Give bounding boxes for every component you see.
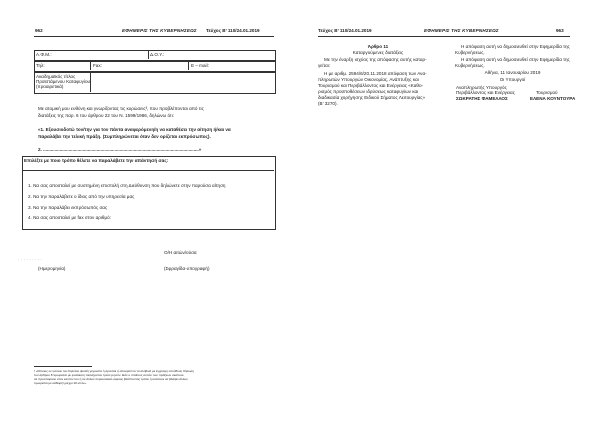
reply-choice-prompt: Επιλέξτε με ποιο τρόπο θέλετε να παραλάβετε την απάντησή σας: <box>24 158 169 163</box>
reply-option-2: 2. Να την παραλάβετε ο ίδιος από την υπηρεσία μας <box>28 194 135 199</box>
article-body-3: Τουρισμού και Περιβάλλοντος και Ενέργειας «Καθο- <box>318 83 424 88</box>
title-label-3: (προαιρετικά) <box>36 84 64 89</box>
email-label: E – mail: <box>191 63 209 68</box>
footnote-line-3: να προσπορίσει στον εαυτόν του ή σε άλλον περιουσιακό όφελος βλάπτοντας τρίτον ή σκόπευε να βλάψει άλλον, <box>34 377 189 381</box>
reply-option-1: 1. Να σας αποσταλεί με συστημένη επιστολή στη Διεύθυνση που δηλώνετε στην παρούσα αίτηση <box>28 183 226 188</box>
article-body-4: ρισμός προϋποθέσεων ιδρύσεως καταφυγίων και <box>318 89 419 94</box>
article-intro-2: γείται: <box>318 63 331 68</box>
article-intro-1: Με την έναρξη ισχύος της απόφασης αυτής καταρ- <box>324 57 427 62</box>
article-body-6: (Β’ 3270). <box>318 101 338 106</box>
right-header-rule <box>318 36 570 37</box>
form-divider <box>90 72 91 92</box>
title-label-1: Ακαδημαϊκός τίτλος <box>36 74 76 79</box>
date-dots: · · · · · · · · · <box>18 257 42 262</box>
ministers-label: Οι Υπουργοί <box>499 77 526 82</box>
publication-line-4: Κυβερνήσεως. <box>455 63 485 68</box>
footnote-rule <box>34 366 92 367</box>
form-divider <box>148 50 149 59</box>
publication-line-3: Η απόφαση αυτή να δημοσιευθεί στην Εφημερίδα της <box>461 57 570 62</box>
form-divider <box>188 61 189 70</box>
reply-option-4: 4. Να σας αποσταλεί με fax στον αριθμό: <box>28 215 111 220</box>
article-body-5: διαδικασία χορήγησης Ειδικού Σήματος Λειτουργίας» <box>318 95 426 100</box>
form-row-contact <box>34 61 276 72</box>
left-page-number: 962 <box>35 28 43 33</box>
article-subtitle: Καταργούμενες διατάξεις <box>352 50 404 55</box>
publication-date: Αθήνα, 11 Ιανουαρίου 2019 <box>484 70 541 75</box>
footnote-line-1: ³ «Όποιος εν γνώσει του δηλώνει ψευδή γεγονότα ή αρνείται ή αποκρύπτει τα αληθινά με έγγραφη υπεύθυνη δήλωση <box>34 369 195 373</box>
article-body-1: Η με αριθμ. 2594/6/20.11.2018 απόφαση των Ανα- <box>324 71 427 76</box>
doy-label: Δ.Ο.Υ.: <box>150 52 165 57</box>
publication-line-1: Η απόφαση αυτή να δημοσιευθεί στην Εφημερίδα της <box>461 44 570 49</box>
left-header-rule <box>34 36 274 37</box>
declaration-item-1b: παραλάβει την τελική πράξη. (Συμπληρώνεται όταν δεν ορίζεται εκπρόσωπος). <box>38 134 211 139</box>
left-issue: Τεύχος Β’ 110/24.01.2019 <box>206 28 260 33</box>
right-journal-title: ΕΦΗΜΕΡΙΣ ΤΗΣ ΚΥΒΕΡΝΗΣΕΩΣ <box>424 28 499 33</box>
signature-label: (Σφραγίδα-υπογραφή) <box>164 266 210 271</box>
right-page-number: 963 <box>556 28 564 33</box>
minister-right-name: ΕΛΕΝΑ ΚΟΥΝΤΟΥΡΑ <box>530 96 576 101</box>
tel-label: Τηλ: <box>36 63 45 68</box>
footnote-line-4: τιμωρείται με κάθειρξη μέχρι 10 ετών». <box>34 381 87 385</box>
footnote-line-2: του άρθρου 8 τιμωρείται με φυλάκιση τουλάχιστον τριών μηνών. Εάν ο υπαίτιος αυτών των πράξεων σκόπευε <box>34 373 184 377</box>
declaration-line-1: Με ατομική μου ευθύνη και γνωρίζοντας τις κυρώσεις³, που προβλέπονται από τις <box>38 106 204 111</box>
minister-left-role-2: Περιβάλλοντος και Ενέργειας <box>456 90 515 95</box>
article-title: Άρθρο 11 <box>367 44 389 49</box>
afm-label: Α.Φ.Μ.: <box>36 52 52 57</box>
minister-left-role-1: Αναπληρωτής Υπουργός <box>456 85 507 90</box>
title-label-2: Προϊστάμενου Καταφυγίου <box>36 79 91 84</box>
publication-line-2: Κυβερνήσεως. <box>455 50 485 55</box>
fax-label: Fax: <box>93 63 102 68</box>
declaration-line-2: διατάξεις της παρ. 6 του άρθρου 22 του Ν. 1599/1986, δηλώνω ότι: <box>38 113 175 118</box>
applicant-label: Ο/Η αιτών/ούσα <box>164 250 197 255</box>
left-journal-title: ΕΦΗΜΕΡΙΣ ΤΗΣ ΚΥΒΕΡΝΗΣΕΩΣ <box>122 28 197 33</box>
article-body-2: πληρωτών Υπουργών Οικονομίας, Ανάπτυξης και <box>318 77 419 82</box>
declaration-item-1a: «1. Εξουσιοδοτώ τον/την για τον πάντα αναφερόμενη/η να καταθέσει την αίτηση ή/και να <box>38 127 231 132</box>
reply-choice-rule <box>22 170 274 171</box>
date-label: (Ημερομηνία) <box>38 266 66 271</box>
form-divider <box>90 61 91 70</box>
minister-left-name: ΣΩΚΡΑΤΗΣ ΦΑΜΕΛΛΟΣ <box>456 96 508 101</box>
right-issue: Τεύχος Β’ 110/24.01.2019 <box>318 28 372 33</box>
reply-option-3: 3. Να την παραλάβει εκπρόσωπός σας <box>28 205 108 210</box>
minister-right-role: Τουρισμού <box>536 90 558 95</box>
declaration-item-2: 2. ..........................................................................................................................» <box>38 147 202 152</box>
